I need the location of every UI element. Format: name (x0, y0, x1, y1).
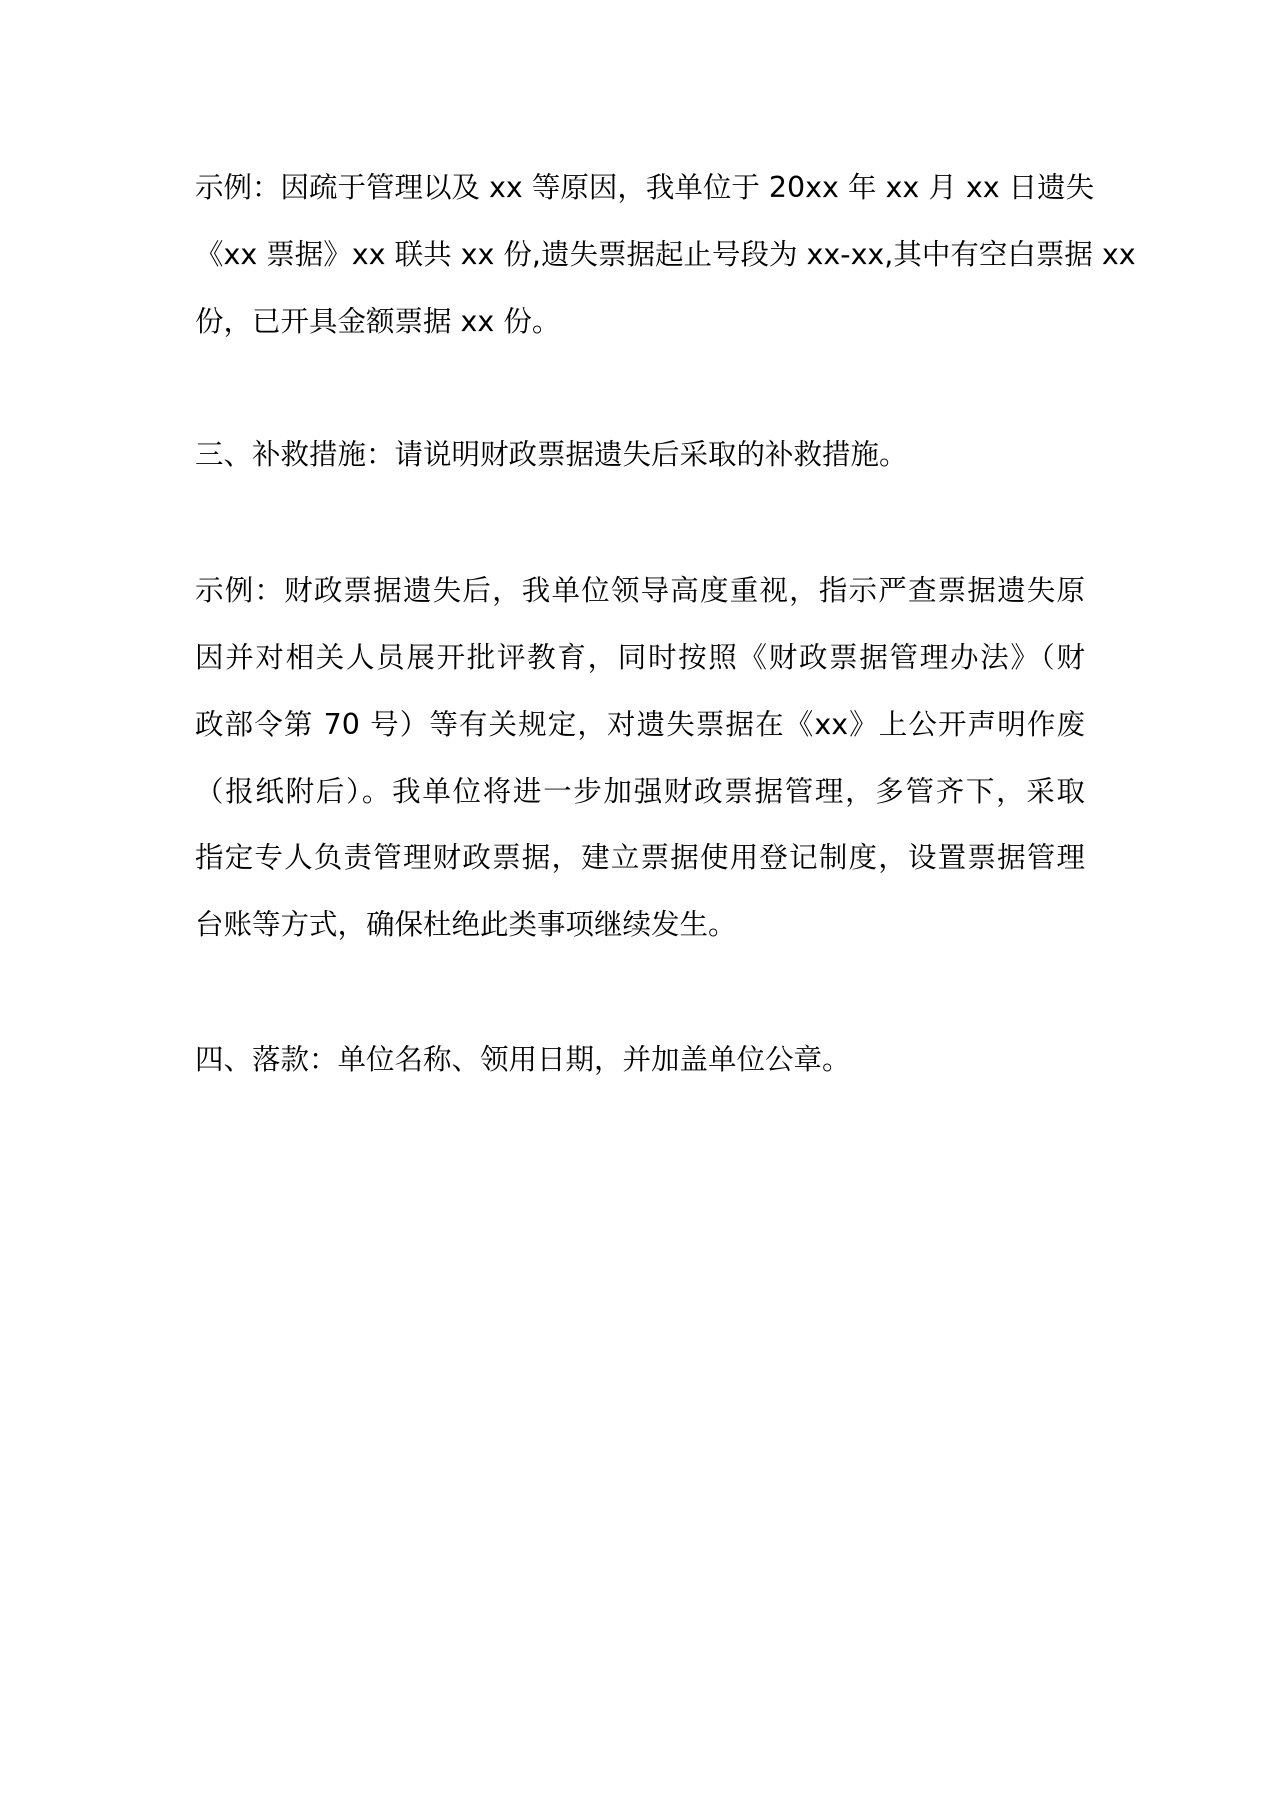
text-line: （报纸附后）。我单位将进一步加强财政票据管理，多管齐下，采取 (195, 775, 1085, 808)
text-line: 因并对相关人员展开批评教育，同时按照《财政票据管理办法》（财 (195, 641, 1085, 674)
text-line: 份，已开具金额票据 xx 份。 (195, 305, 561, 338)
text-line: 台账等方式，确保杜绝此类事项继续发生。 (195, 908, 737, 941)
text-line: 示例：因疏于管理以及 xx 等原因，我单位于 20xx 年 xx 月 xx 日遗失 (195, 171, 1095, 204)
section-heading-text: 三、补救措施：请说明财政票据遗失后采取的补救措施。 (195, 438, 908, 471)
text-line: 示例：财政票据遗失后，我单位领导高度重视，指示严查票据遗失原 (195, 574, 1085, 607)
section-heading-text: 四、落款：单位名称、领用日期，并加盖单位公章。 (195, 1043, 851, 1076)
text-line: 《xx 票据》xx 联共 xx 份,遗失票据起止号段为 xx-xx,其中有空白票据 xx (195, 238, 1136, 271)
text-line: 指定专人负责管理财政票据，建立票据使用登记制度，设置票据管理 (195, 841, 1085, 874)
text-line: 政部令第 70 号）等有关规定，对遗失票据在《xx》上公开声明作废 (195, 708, 1085, 741)
